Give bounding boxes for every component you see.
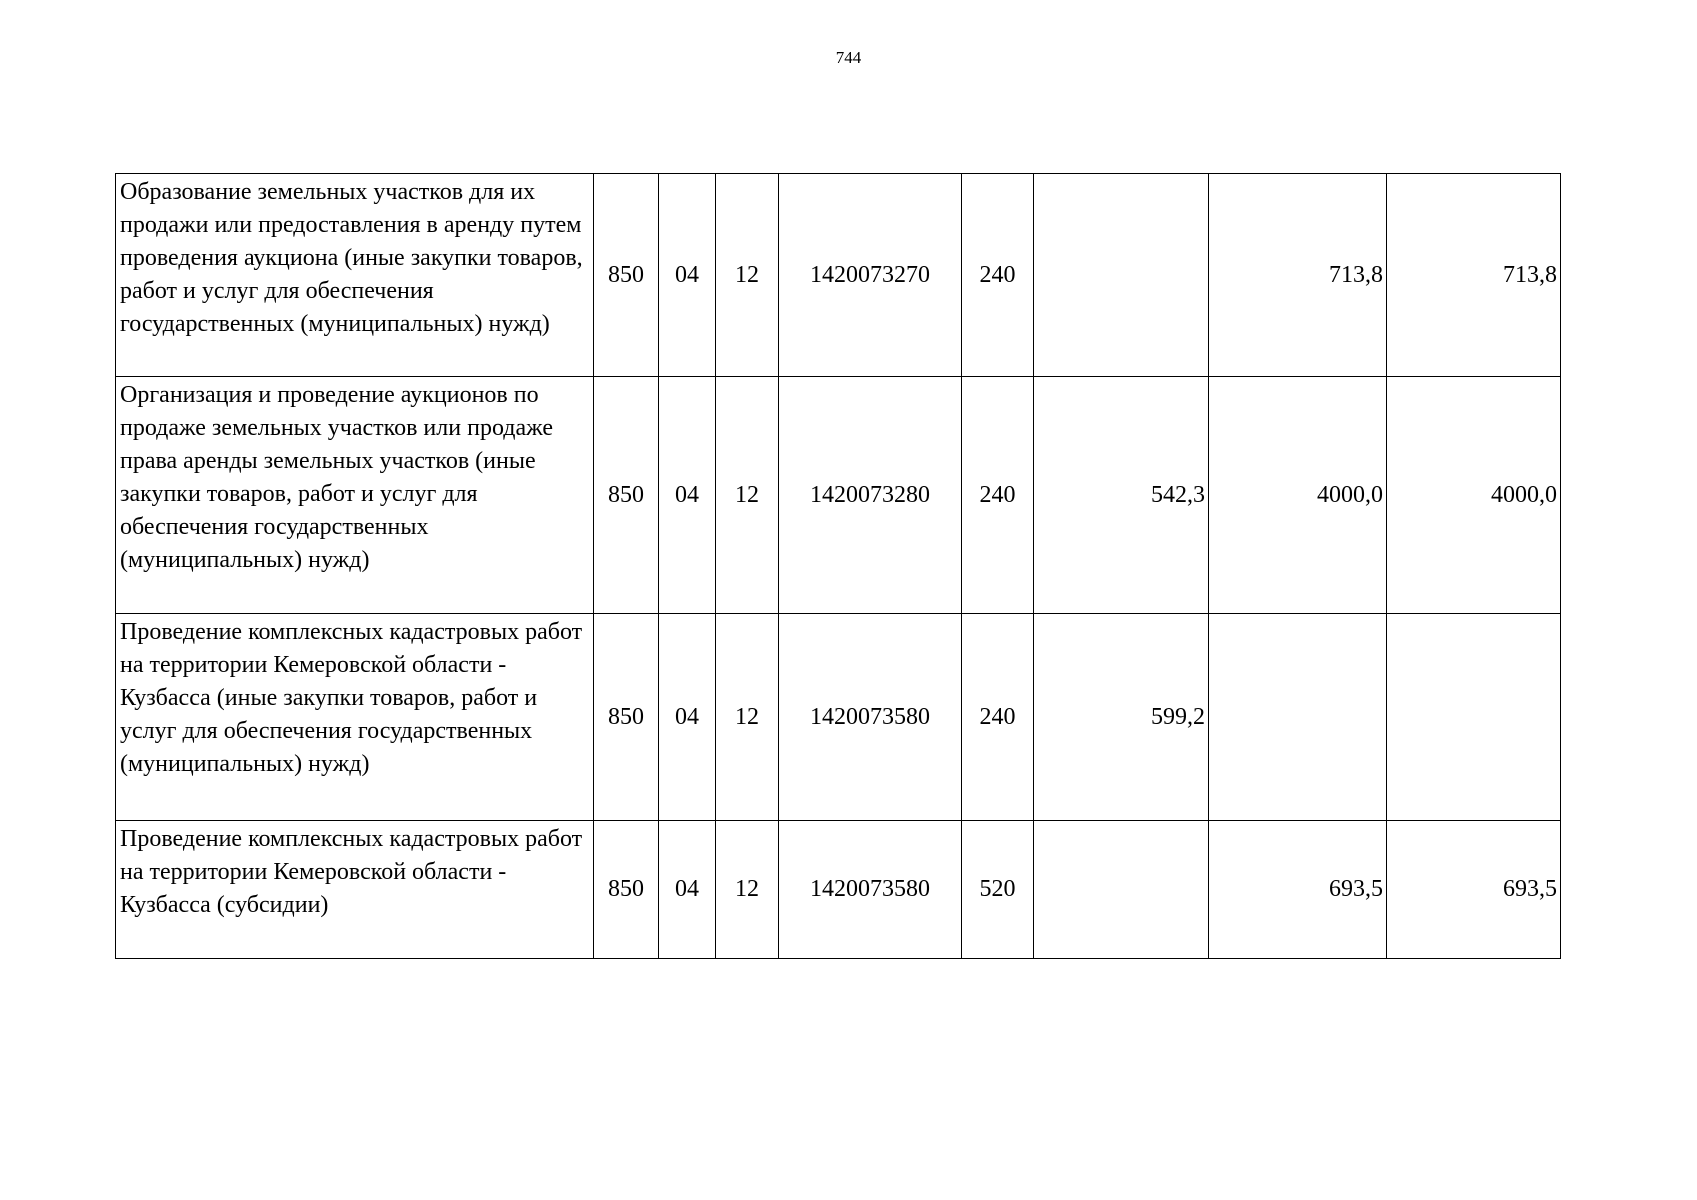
table-row (116, 821, 1561, 959)
amount-cell (1034, 821, 1209, 959)
target-article-code: 1420073580 (779, 821, 962, 959)
page-number: 744 (835, 48, 862, 67)
expense-type-code: 240 (962, 174, 1034, 377)
row-description: Проведение комплексных кадастровых работ на территории Кемеровской области - Кузбасса (иные закупки товаров, работ и услуг для обеспечения государственных (муниципальных) нужд) (116, 614, 594, 821)
amount-cell: 693,5 (1387, 821, 1561, 959)
subsection-code: 12 (716, 174, 779, 377)
table-row (116, 174, 1561, 377)
subsection-code: 12 (716, 377, 779, 614)
amount-cell (1034, 174, 1209, 377)
amount-cell: 713,8 (1387, 174, 1561, 377)
target-article-code: 1420073580 (779, 614, 962, 821)
budget-table (115, 173, 1561, 959)
amount-cell: 4000,0 (1209, 377, 1387, 614)
row-description: Образование земельных участков для их продажи или предоставления в аренду путем проведения аукциона (иные закупки товаров, работ и услуг для обеспечения государственных (муниципальных) нужд) (116, 174, 594, 377)
table-row (116, 377, 1561, 614)
target-article-code: 1420073280 (779, 377, 962, 614)
section-code: 04 (659, 377, 716, 614)
row-description: Организация и проведение аукционов по продаже земельных участков или продаже права аренды земельных участков (иные закупки товаров, работ и услуг для обеспечения государственных (муниципальных) нужд) (116, 377, 594, 614)
row-description: Проведение комплексных кадастровых работ на территории Кемеровской области - Кузбасса (субсидии) (116, 821, 594, 959)
subsection-code: 12 (716, 821, 779, 959)
amount-cell: 693,5 (1209, 821, 1387, 959)
expense-type-code: 520 (962, 821, 1034, 959)
section-code: 04 (659, 614, 716, 821)
expense-type-code: 240 (962, 377, 1034, 614)
ministry-code: 850 (594, 174, 659, 377)
table-row (116, 614, 1561, 821)
amount-cell: 542,3 (1034, 377, 1209, 614)
subsection-code: 12 (716, 614, 779, 821)
amount-cell: 713,8 (1209, 174, 1387, 377)
target-article-code: 1420073270 (779, 174, 962, 377)
section-code: 04 (659, 174, 716, 377)
amount-cell: 4000,0 (1387, 377, 1561, 614)
amount-cell: 599,2 (1034, 614, 1209, 821)
ministry-code: 850 (594, 377, 659, 614)
expense-type-code: 240 (962, 614, 1034, 821)
amount-cell (1209, 614, 1387, 821)
ministry-code: 850 (594, 614, 659, 821)
section-code: 04 (659, 821, 716, 959)
amount-cell (1387, 614, 1561, 821)
ministry-code: 850 (594, 821, 659, 959)
